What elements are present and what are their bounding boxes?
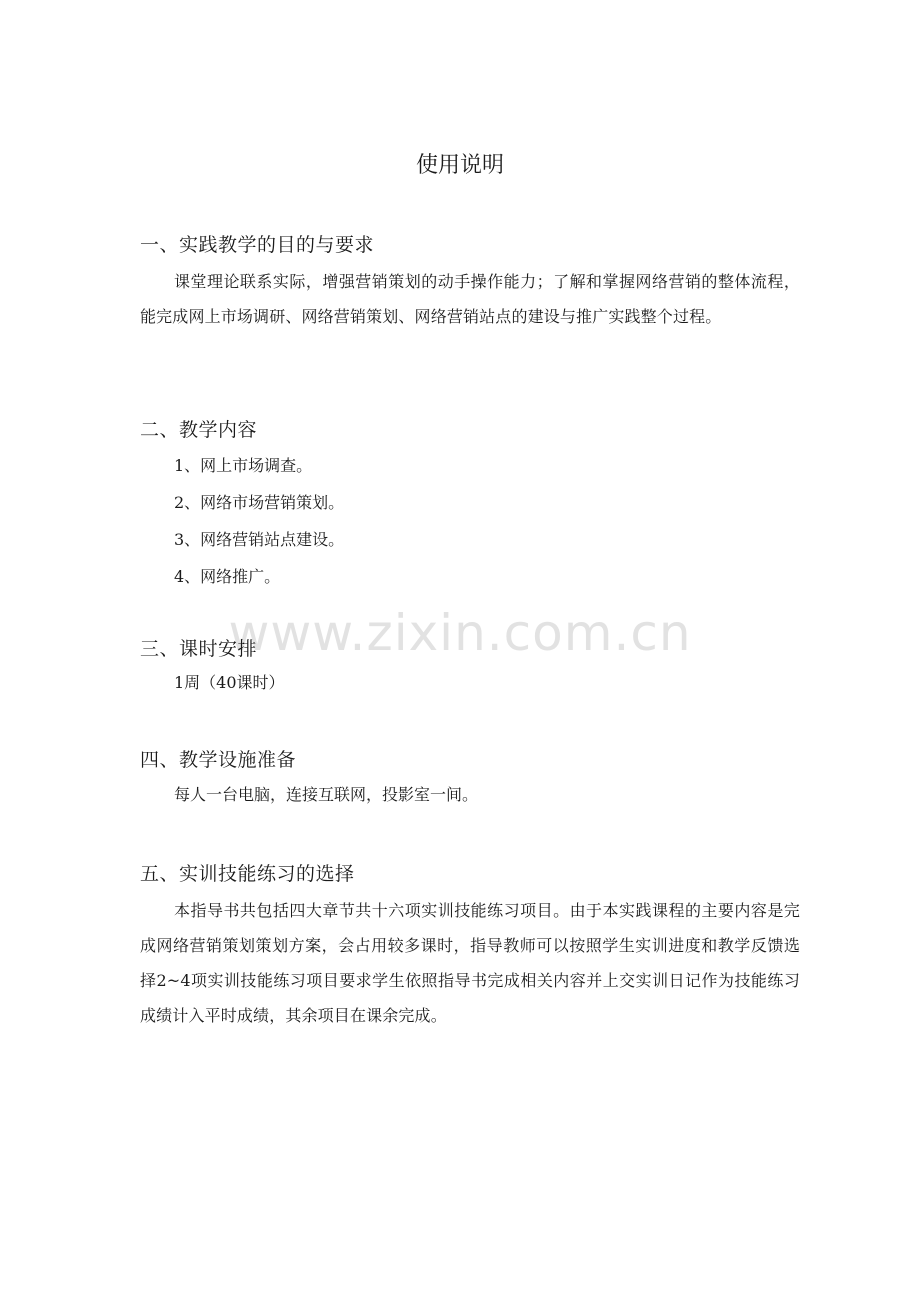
section-content xyxy=(140,416,800,595)
section-heading: 三、课时安排 xyxy=(140,638,258,660)
section-purpose xyxy=(140,231,800,334)
section-heading: 五、实训技能练习的选择 xyxy=(140,863,355,885)
section-facilities xyxy=(140,746,800,812)
section-paragraph: 本指导书共包括四大章节共十六项实训技能练习项目。由于本实践课程的主要内容是完成网络营销策划策划方案，会占用较多课时，指导教师可以按照学生实训进度和教学反馈选择2~4项实训技能练习项目要求学生依照指导书完成相关内容并上交实训日记作为技能练习成绩计入平时成绩，其余项目在课余完成。 xyxy=(140,901,800,1025)
section-paragraph: 课堂理论联系实际，增强营销策划的动手操作能力；了解和掌握网络营销的整体流程，能完成网上市场调研、网络营销策划、网络营销站点的建设与推广实践整个过程。 xyxy=(140,272,800,326)
list-item: 2、网络市场营销策划。 xyxy=(174,493,345,512)
section-heading: 一、实践教学的目的与要求 xyxy=(140,234,375,256)
section-heading: 四、教学设施准备 xyxy=(140,749,297,771)
section-schedule xyxy=(140,635,800,700)
watermark: www.zixin.com.cn xyxy=(228,604,692,662)
section-practice-selection xyxy=(140,860,800,1033)
list-item: 1、网上市场调查。 xyxy=(174,456,313,475)
list-item: 3、网络营销站点建设。 xyxy=(174,530,345,549)
list-item: 4、网络推广。 xyxy=(174,567,281,586)
content-list xyxy=(140,447,800,595)
section-heading: 二、教学内容 xyxy=(140,419,258,441)
section-text: 每人一台电脑，连接互联网，投影室一间。 xyxy=(174,785,479,804)
page-title: 使用说明 xyxy=(415,153,504,178)
section-text: 1周（40课时） xyxy=(174,673,285,692)
